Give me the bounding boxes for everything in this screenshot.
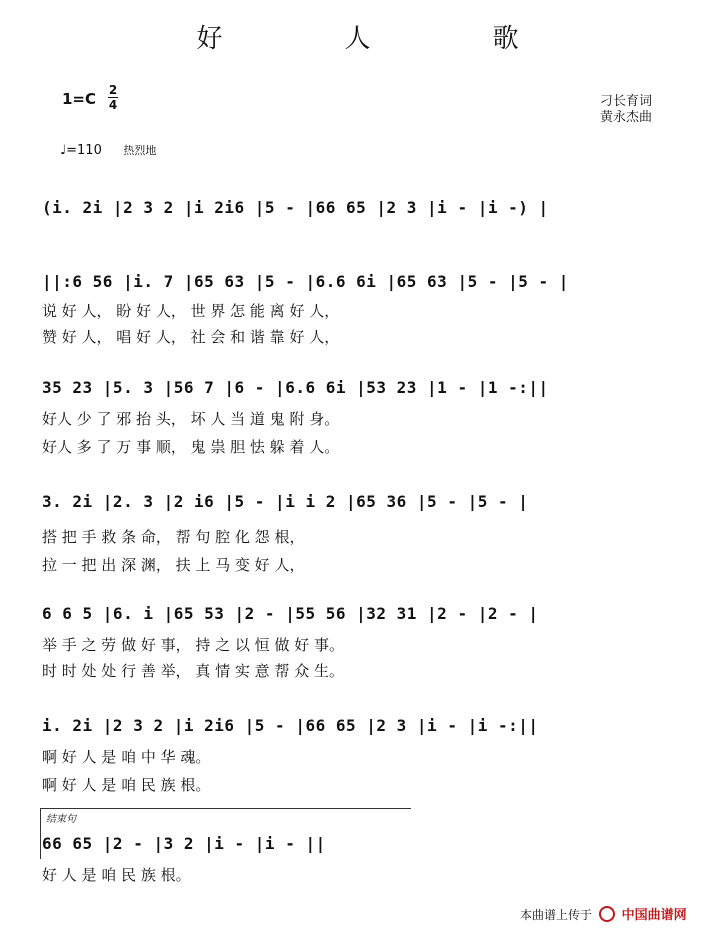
tempo-marking bbox=[60, 142, 156, 158]
lyric-row-3-verse-2: 好人 多 了 万 事 顺， 鬼 祟 胆 怯 躲 着 人。 bbox=[42, 438, 340, 456]
lyric-row-3-verse-1: 好人 少 了 邪 抬 头， 坏 人 当 道 鬼 附 身。 bbox=[42, 410, 340, 428]
lyric-row-4-verse-2: 拉 一 把 出 深 渊， 扶 上 马 变 好 人， bbox=[42, 556, 305, 574]
footer bbox=[520, 904, 687, 923]
notation-row-5: 6 6 5 |6. i |65 53 |2 - |55 56 |32 31 |2 - |2 - | bbox=[42, 604, 539, 623]
key-signature: 1=C bbox=[62, 90, 97, 108]
song-title: 好 人 歌 bbox=[196, 24, 567, 54]
footer-brand: 中国曲谱网 bbox=[621, 908, 687, 923]
notation-row-6: i. 2i |2 3 2 |i 2i6 |5 - |66 65 |2 3 |i - |i -:|| bbox=[42, 716, 539, 735]
site-logo-icon bbox=[599, 906, 615, 922]
lyric-row-2-verse-2: 赞 好 人， 唱 好 人， 社 会 和 谐 靠 好 人， bbox=[42, 328, 340, 346]
notation-row-3: 35 23 |5. 3 |56 7 |6 - |6.6 6i |53 23 |1 - |1 -:|| bbox=[42, 378, 549, 397]
notation-row-ending: 66 65 |2 - |3 2 |i - |i - || bbox=[42, 834, 326, 853]
lyric-row-5-verse-2: 时 时 处 处 行 善 举， 真 情 实 意 帮 众 生。 bbox=[42, 662, 344, 680]
expression-marking: 热烈地 bbox=[123, 144, 157, 157]
lyric-row-4-verse-1: 搭 把 手 救 条 命， 帮 句 腔 化 怨 根， bbox=[42, 528, 305, 546]
notation-row-4: 3. 2i |2. 3 |2 i6 |5 - |i i 2 |65 36 |5 - |5 - | bbox=[42, 492, 529, 511]
composer: 黄永杰曲 bbox=[600, 110, 653, 125]
lyric-row-5-verse-1: 举 手 之 劳 做 好 事， 持 之 以 恒 做 好 事。 bbox=[42, 636, 344, 654]
ending-label: 结束句 bbox=[46, 814, 76, 825]
notation-row-1: (i. 2i |2 3 2 |i 2i6 |5 - |66 65 |2 3 |i - |i -) | bbox=[42, 198, 549, 217]
notation-row-2: ||:6 56 |i. 7 |65 63 |5 - |6.6 6i |65 63 |5 - |5 - | bbox=[42, 272, 569, 291]
lyric-row-ending: 好 人 是 咱 民 族 根。 bbox=[42, 866, 191, 884]
footer-text: 本曲谱上传于 bbox=[520, 908, 593, 922]
lyric-row-2-verse-1: 说 好 人， 盼 好 人， 世 界 怎 能 离 好 人， bbox=[42, 302, 340, 320]
time-signature bbox=[108, 84, 118, 111]
tempo-value: ♩=110 bbox=[60, 143, 102, 158]
lyricist: 刁长育词 bbox=[600, 94, 653, 109]
lyric-row-6-verse-1: 啊 好 人 是 咱 中 华 魂。 bbox=[42, 748, 211, 766]
lyric-row-6-verse-2: 啊 好 人 是 咱 民 族 根。 bbox=[42, 776, 211, 794]
time-signature-bottom: 4 bbox=[108, 98, 118, 112]
time-signature-top: 2 bbox=[108, 83, 118, 97]
credits bbox=[600, 94, 652, 126]
